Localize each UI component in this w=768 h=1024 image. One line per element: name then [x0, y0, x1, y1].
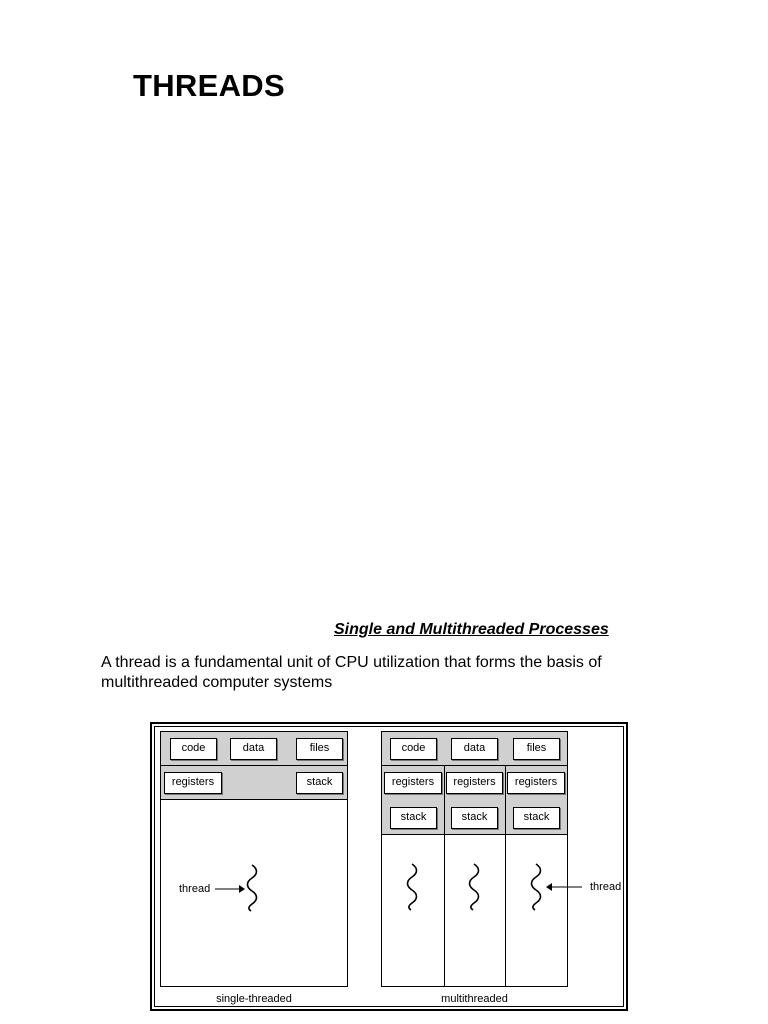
page-title: THREADS: [133, 68, 285, 103]
multi-thread-separator-1: [444, 766, 445, 986]
single-code-box: code: [170, 738, 217, 760]
single-thread-label: thread: [179, 883, 211, 895]
single-files-box: files: [296, 738, 343, 760]
single-registers-box: registers: [164, 772, 222, 794]
multi-stack-box-2: stack: [451, 807, 498, 829]
section-heading: Single and Multithreaded Processes: [334, 621, 609, 638]
multi-registers-box-2: registers: [446, 772, 503, 794]
thread-wave-icon: [529, 864, 543, 910]
single-stack-box: stack: [296, 772, 343, 794]
single-threaded-caption: single-threaded: [216, 993, 292, 1005]
multi-files-box: files: [513, 738, 560, 760]
multithreaded-caption: multithreaded: [441, 993, 508, 1005]
multi-code-box: code: [390, 738, 437, 760]
multi-thread-separator-2: [505, 766, 506, 986]
multi-data-box: data: [451, 738, 498, 760]
multi-stack-box-3: stack: [513, 807, 560, 829]
arrow-left-icon: [546, 882, 582, 892]
single-divider-1: [161, 765, 347, 766]
multi-divider-1: [382, 765, 567, 766]
thread-wave-icon: [467, 864, 481, 910]
multi-divider-2: [382, 834, 567, 835]
multi-stack-box-1: stack: [390, 807, 437, 829]
thread-wave-icon: [245, 865, 259, 911]
multi-registers-box-1: registers: [384, 772, 442, 794]
single-divider-2: [161, 799, 347, 800]
single-data-box: data: [230, 738, 277, 760]
multi-registers-box-3: registers: [507, 772, 565, 794]
arrow-right-icon: [215, 884, 245, 894]
thread-wave-icon: [405, 864, 419, 910]
intro-paragraph: A thread is a fundamental unit of CPU utilization that forms the basis of multithreaded computer systems: [101, 654, 602, 691]
multi-thread-label: thread: [590, 881, 622, 893]
threads-diagram: [150, 722, 628, 1011]
